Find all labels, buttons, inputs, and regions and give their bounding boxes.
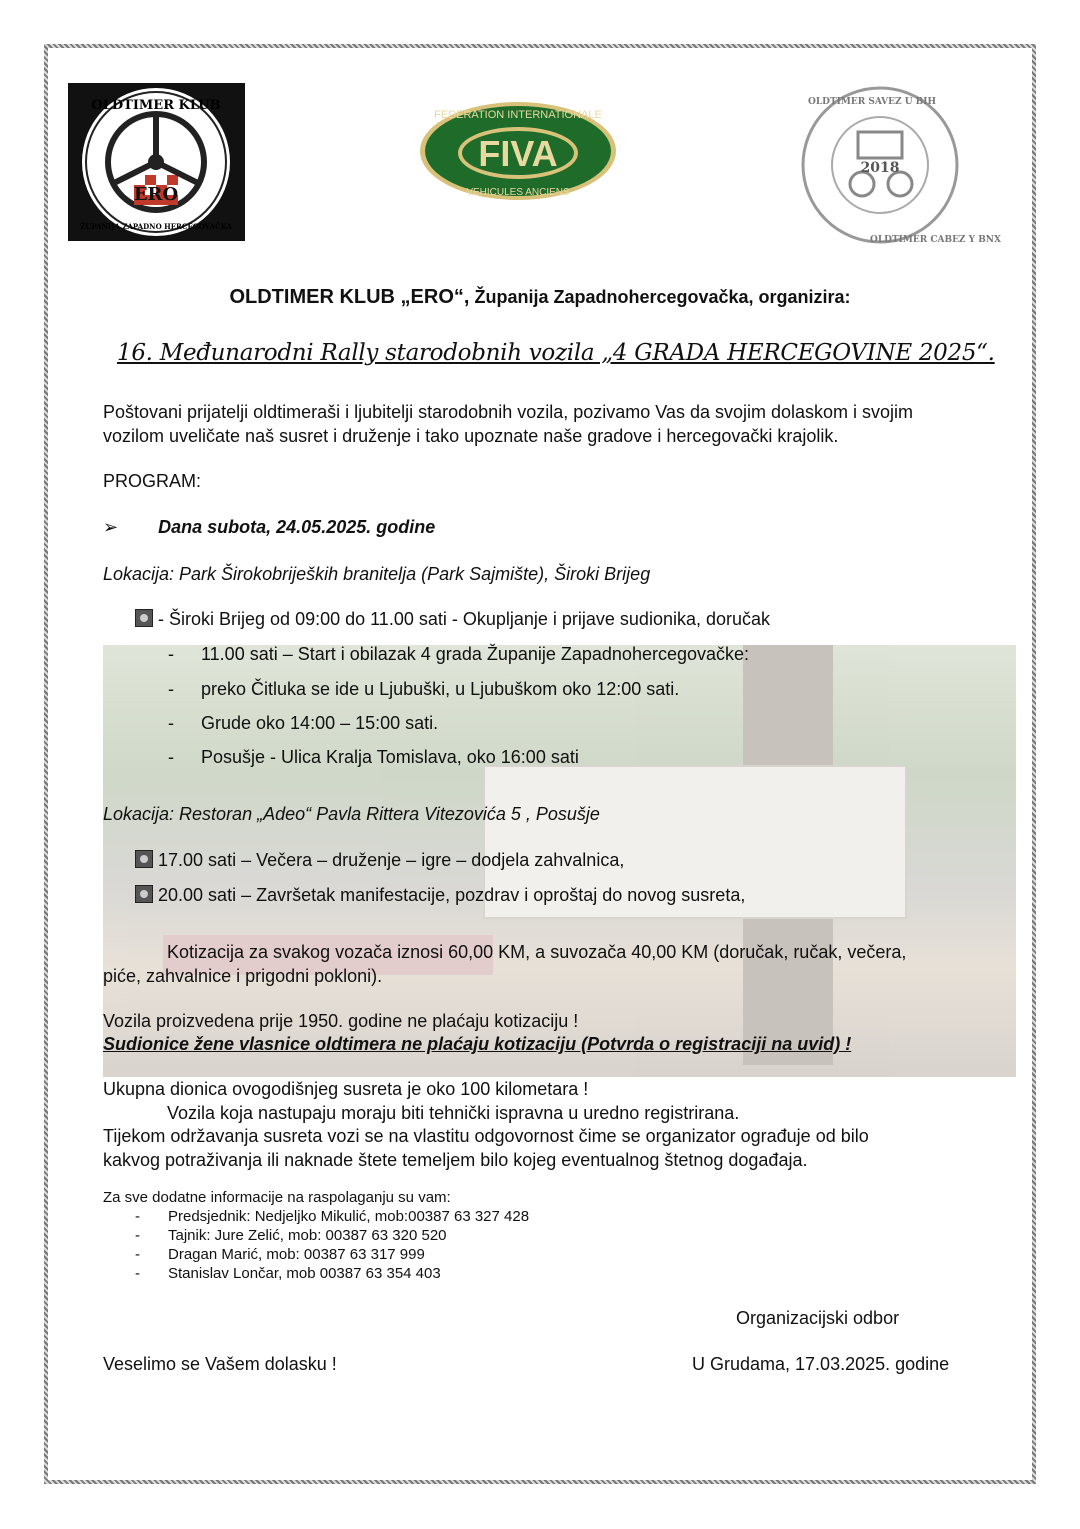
program-label: PROGRAM:	[103, 471, 202, 491]
women-note: Sudionice žene vlasnice oldtimera ne plaćaju kotizaciju (Potvrda o registraciji na uvid) !	[103, 1034, 852, 1054]
savez-logo-year: 2018	[860, 160, 900, 176]
dash-item: - Posušje - Ulica Kralja Tomislava, oko 16:00 sati	[168, 747, 579, 767]
contact-item: - Predsjednik: Nedjeljko Mikulić, mob:00387 63 327 428	[135, 1208, 530, 1225]
fiva-logo	[418, 100, 618, 202]
schedule-item-text: - Široki Brijeg od 09:00 do 11.00 sati - Okupljanje i prijave sudionika, doručak	[158, 609, 771, 629]
dash-item: - preko Čitluka se ide u Ljubuški, u Ljubuškom oko 12:00 sati.	[168, 679, 680, 699]
route-line: Vozila koja nastupaju moraju biti tehnički ispravna u uredno registrirana.	[167, 1103, 740, 1123]
ero-logo-center-text: ERO	[133, 184, 179, 205]
day-text: Dana subota, 24.05.2025. godine	[158, 517, 436, 537]
organizer-region: Županija Zapadnohercegovačka, organizira:	[469, 287, 851, 307]
committee-signature: Organizacijski odbor	[736, 1308, 900, 1328]
oldtimer-savez-logo	[800, 84, 1002, 246]
intro-line-2: vozilom uveličate naš susret i druženje i tako upoznate naše gradove i hercegovački krajolik.	[103, 426, 839, 446]
fiva-center-text: FIVA	[478, 133, 558, 174]
ero-logo-top-text: OLDTIMER KLUB	[91, 98, 221, 113]
evening-item: 17.00 sati – Večera – druženje – igre – dodjela zahvalnica,	[135, 848, 624, 872]
fiva-arc-bottom: VEHICULES ANCIENS	[466, 187, 570, 198]
contact-item: - Tajnik: Jure Zelić, mob: 00387 63 320 520	[135, 1227, 447, 1244]
fee-line-1: Kotizacija za svakog vozača iznosi 60,00 KM, a suvozača 40,00 KM (doručak, ručak, večera,	[167, 942, 907, 962]
schedule-item-start	[135, 607, 770, 631]
contact-item: - Dragan Marić, mob: 00387 63 317 999	[135, 1246, 425, 1263]
route-line: Ukupna dionica ovogodišnjeg susreta je oko 100 kilometara !	[103, 1079, 589, 1099]
program-day	[103, 515, 435, 539]
vehicles-note: Vozila proizvedena prije 1950. godine ne plaćaju kotizaciju !	[103, 1011, 579, 1031]
location-1: Lokacija: Park Širokobrijeških branitelja (Park Sajmište), Široki Brijeg	[103, 564, 651, 584]
wheel-bullet-icon	[135, 609, 153, 627]
contacts-intro: Za sve dodatne informacije na raspolaganju su vam:	[103, 1189, 451, 1206]
fiva-arc-top: FEDERATION INTERNATIONALE	[434, 109, 602, 121]
ero-club-logo	[68, 83, 245, 241]
evening-item: 20.00 sati – Završetak manifestacije, pozdrav i oproštaj do novog susreta,	[135, 883, 745, 907]
dash-item: - 11.00 sati – Start i obilazak 4 grada Županije Zapadnohercegovačke:	[168, 644, 750, 664]
intro-line-1: Poštovani prijatelji oldtimeraši i ljubitelji starodobnih vozila, pozivamo Vas da svojim dolaskom i svojim	[103, 402, 914, 422]
place-date: U Grudama, 17.03.2025. godine	[692, 1354, 950, 1374]
club-name: OLDTIMER KLUB „ERO“,	[229, 286, 470, 308]
ero-logo-bottom-text: ŽUPANIJA ZAPADNO HERCEGOVAČKA	[80, 222, 232, 231]
route-line: Tijekom održavanja susreta vozi se na vlastitu odgovornost čime se organizator ograđuje od bilo	[103, 1126, 869, 1146]
savez-logo-arc-right: OLDTIMER CABEZ Y BNX	[870, 235, 1002, 245]
fee-line-2: piće, zahvalnice i prigodni pokloni).	[103, 966, 383, 986]
dash-item: - Grude oko 14:00 – 15:00 sati.	[168, 713, 439, 733]
wheel-bullet-icon	[135, 850, 153, 868]
savez-logo-arc-left: OLDTIMER SAVEZ U BIH	[808, 97, 936, 107]
contact-item: - Stanislav Lončar, mob 00387 63 354 403	[135, 1265, 441, 1282]
route-line: kakvog potraživanja ili naknade štete temeljem bilo kojeg eventualnog štetnog događaja.	[103, 1150, 808, 1170]
arrow-icon: ➢	[103, 517, 119, 537]
location-2: Lokacija: Restoran „Adeo“ Pavla Rittera Vitezovića 5 , Posušje	[103, 804, 600, 824]
rally-title: 16. Međunarodni Rally starodobnih vozila „4 GRADA HERCEGOVINE 2025“.	[117, 340, 995, 366]
wheel-bullet-icon	[135, 885, 153, 903]
closing-line: Veselimo se Vašem dolasku !	[103, 1354, 337, 1374]
organizer-header	[0, 286, 1080, 309]
